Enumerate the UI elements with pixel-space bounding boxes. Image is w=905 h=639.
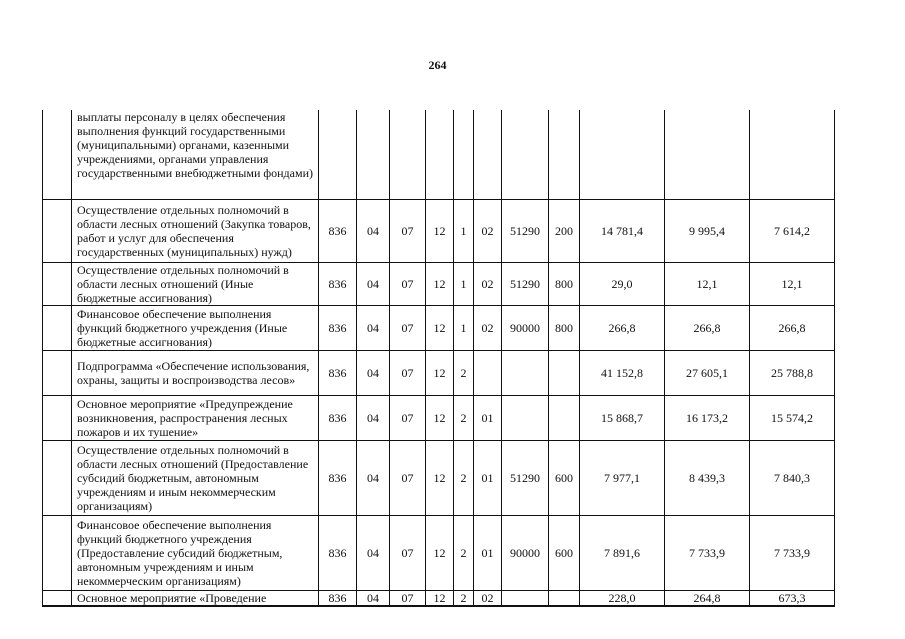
blank-cell [43,440,72,515]
amount-year-2: 264,8 [665,590,750,606]
table-row [43,440,835,515]
amount-year-1: 7 891,6 [580,515,665,590]
cell-admin-code: 836 [319,199,357,262]
cell-expense-type [549,110,580,199]
row-description: Осуществление отдельных полномочий в области лесных отношений (Закупка товаров, работ и услуг для обеспечения государственных (муниципальных) нужд) [72,199,319,262]
row-description: Финансовое обеспечение выполнения функций бюджетного учреждения (Иные бюджетные ассигнования) [72,305,319,350]
cell-program [426,110,454,199]
blank-cell [43,395,72,440]
cell-subprogram: 2 [454,350,474,395]
table-row [43,350,835,395]
cell-direction [502,590,549,606]
cell-section: 04 [357,515,390,590]
amount-year-1: 228,0 [580,590,665,606]
cell-subprogram: 2 [454,395,474,440]
cell-admin-code: 836 [319,350,357,395]
amount-year-3: 15 574,2 [750,395,835,440]
amount-year-2: 27 605,1 [665,350,750,395]
cell-program: 12 [426,590,454,606]
cell-subsection: 07 [390,350,426,395]
row-description: выплаты персоналу в целях обеспечения выполнения функций государственными (муниципальными) органами, казенными учреждениями, органами управления государственными внебюджетными фондами) [72,110,319,199]
cell-main-event: 02 [474,199,502,262]
cell-direction [502,395,549,440]
cell-admin-code: 836 [319,590,357,606]
cell-subprogram: 2 [454,590,474,606]
cell-expense-type: 600 [549,515,580,590]
table-row [43,110,835,199]
cell-main-event [474,110,502,199]
blank-cell [43,199,72,262]
cell-subprogram: 1 [454,262,474,305]
cell-expense-type: 800 [549,305,580,350]
cell-subprogram: 2 [454,515,474,590]
cell-program: 12 [426,440,454,515]
amount-year-1: 266,8 [580,305,665,350]
amount-year-2: 266,8 [665,305,750,350]
cell-admin-code: 836 [319,440,357,515]
cell-program: 12 [426,395,454,440]
cell-main-event: 01 [474,440,502,515]
amount-year-3: 12,1 [750,262,835,305]
table-row [43,305,835,350]
cell-expense-type: 800 [549,262,580,305]
cell-admin-code: 836 [319,395,357,440]
cell-expense-type [549,350,580,395]
cell-section: 04 [357,305,390,350]
cell-section: 04 [357,350,390,395]
amount-year-1: 29,0 [580,262,665,305]
cell-expense-type [549,395,580,440]
cell-main-event: 02 [474,262,502,305]
cell-direction: 90000 [502,305,549,350]
cell-program: 12 [426,199,454,262]
amount-year-3: 7 733,9 [750,515,835,590]
table-row [43,395,835,440]
row-description: Основное мероприятие «Предупреждение возникновения, распространения лесных пожаров и их тушение» [72,395,319,440]
budget-table [42,110,835,607]
cell-program: 12 [426,515,454,590]
cell-section: 04 [357,590,390,606]
amount-year-1: 14 781,4 [580,199,665,262]
page-number: 264 [428,58,447,72]
cell-direction: 51290 [502,440,549,515]
cell-main-event: 01 [474,515,502,590]
cell-section: 04 [357,262,390,305]
row-description: Осуществление отдельных полномочий в области лесных отношений (Иные бюджетные ассигнования) [72,262,319,305]
amount-year-2: 8 439,3 [665,440,750,515]
cell-direction: 51290 [502,199,549,262]
cell-section [357,110,390,199]
cell-subprogram [454,110,474,199]
row-description: Финансовое обеспечение выполнения функций бюджетного учреждения (Предоставление субсидий бюджетным, автономным учреждениям и иным некоммерческим организациям) [72,515,319,590]
cell-expense-type: 200 [549,199,580,262]
cell-main-event: 02 [474,305,502,350]
amount-year-2: 16 173,2 [665,395,750,440]
cell-admin-code: 836 [319,305,357,350]
cell-subsection: 07 [390,262,426,305]
table-row [43,515,835,590]
blank-cell [43,262,72,305]
blank-cell [43,515,72,590]
table-row [43,262,835,305]
amount-year-3: 7 614,2 [750,199,835,262]
blank-cell [43,305,72,350]
cell-direction: 51290 [502,262,549,305]
cell-expense-type [549,590,580,606]
amount-year-3 [750,110,835,199]
blank-cell [43,590,72,606]
cell-program: 12 [426,305,454,350]
cell-subsection: 07 [390,395,426,440]
amount-year-1: 41 152,8 [580,350,665,395]
cell-section: 04 [357,440,390,515]
cell-direction: 90000 [502,515,549,590]
row-description: Осуществление отдельных полномочий в области лесных отношений (Предоставление субсидий бюджетным, автономным учреждениям и иным некоммерческим организациям) [72,440,319,515]
cell-admin-code [319,110,357,199]
cell-main-event [474,350,502,395]
amount-year-1 [580,110,665,199]
cell-main-event: 01 [474,395,502,440]
table-row [43,199,835,262]
amount-year-2 [665,110,750,199]
cell-admin-code: 836 [319,515,357,590]
blank-cell [43,350,72,395]
amount-year-1: 15 868,7 [580,395,665,440]
table-row [43,590,835,606]
cell-section: 04 [357,395,390,440]
amount-year-2: 9 995,4 [665,199,750,262]
cell-subsection: 07 [390,590,426,606]
cell-admin-code: 836 [319,262,357,305]
cell-direction [502,110,549,199]
cell-subprogram: 1 [454,305,474,350]
row-description: Основное мероприятие «Проведение [72,590,319,606]
cell-subprogram: 1 [454,199,474,262]
amount-year-3: 266,8 [750,305,835,350]
cell-section: 04 [357,199,390,262]
amount-year-1: 7 977,1 [580,440,665,515]
cell-subprogram: 2 [454,440,474,515]
cell-subsection: 07 [390,515,426,590]
amount-year-3: 673,3 [750,590,835,606]
amount-year-2: 12,1 [665,262,750,305]
cell-expense-type: 600 [549,440,580,515]
amount-year-2: 7 733,9 [665,515,750,590]
blank-cell [43,110,72,199]
cell-direction [502,350,549,395]
amount-year-3: 25 788,8 [750,350,835,395]
cell-subsection: 07 [390,440,426,515]
cell-subsection: 07 [390,199,426,262]
row-description: Подпрограмма «Обеспечение использования, охраны, защиты и воспроизводства лесов» [72,350,319,395]
cell-program: 12 [426,350,454,395]
cell-subsection [390,110,426,199]
cell-main-event: 02 [474,590,502,606]
cell-program: 12 [426,262,454,305]
cell-subsection: 07 [390,305,426,350]
amount-year-3: 7 840,3 [750,440,835,515]
